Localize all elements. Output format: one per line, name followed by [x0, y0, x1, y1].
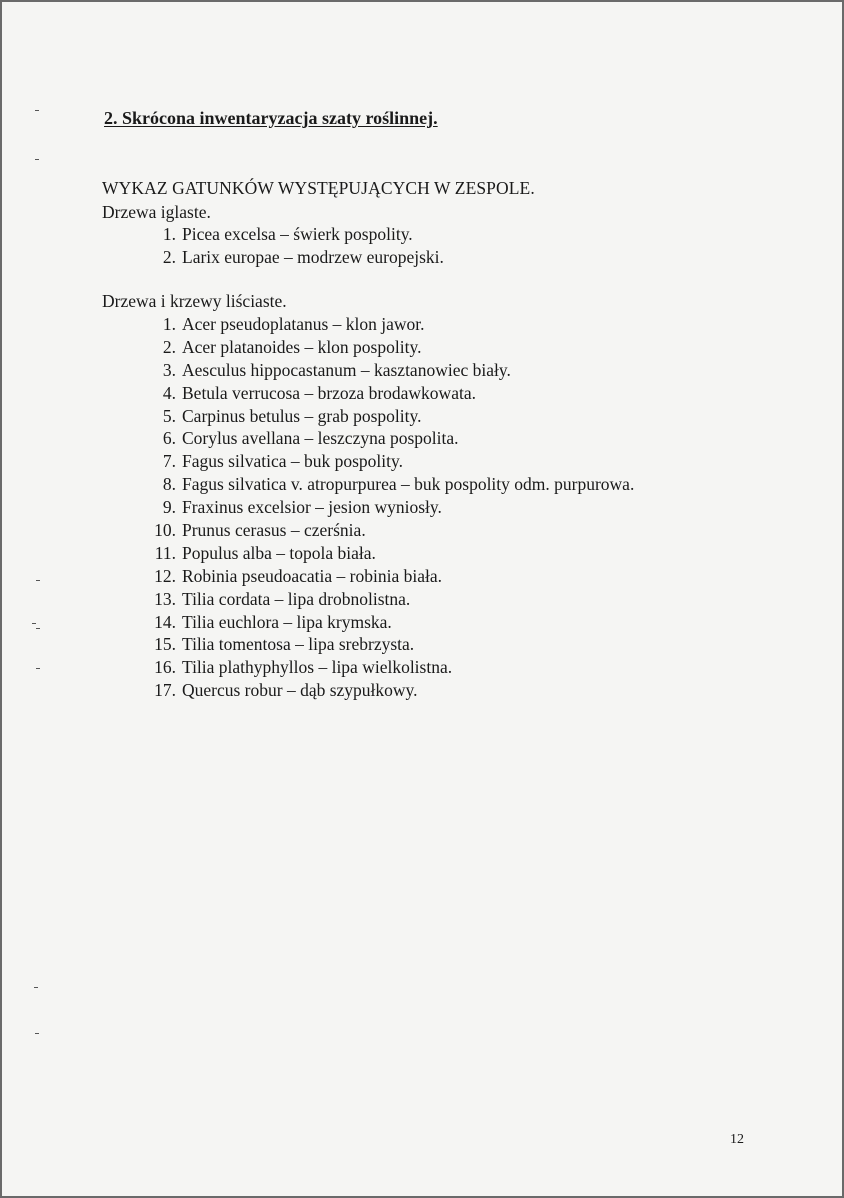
list-item	[132, 336, 634, 359]
list-item-number: 6.	[162, 428, 176, 449]
list-item-number: 15.	[154, 634, 176, 655]
list-item-text: Robinia pseudoacatia – robinia biała.	[182, 565, 442, 586]
page-number: 12	[730, 1132, 744, 1147]
list-item-text: Populus alba – topola biała.	[182, 542, 376, 563]
scan-mark	[35, 159, 39, 160]
list-item-number: 2.	[162, 246, 176, 267]
list-item-number: 13.	[154, 588, 176, 609]
list-item	[132, 519, 634, 542]
list-item	[132, 313, 634, 336]
list-item-number: 7.	[162, 451, 176, 472]
scan-mark	[34, 987, 38, 988]
list-item-number: 2.	[162, 336, 176, 357]
list-item	[132, 679, 634, 702]
list-item	[132, 450, 634, 473]
scan-mark	[32, 623, 36, 624]
list-item-number: 8.	[162, 474, 176, 495]
list-item-number: 5.	[162, 405, 176, 426]
list-item	[132, 473, 634, 496]
list-item-number: 11.	[154, 542, 176, 563]
list-item-text: Tilia cordata – lipa drobnolistna.	[182, 588, 411, 609]
list-item	[132, 565, 634, 588]
list-item-number: 14.	[154, 611, 176, 632]
list-item	[132, 611, 634, 634]
list-item	[132, 496, 634, 519]
list-item-text: Tilia tomentosa – lipa srebrzysta.	[182, 634, 415, 655]
scan-mark	[35, 110, 39, 111]
list-item-text: Acer platanoides – klon pospolity.	[182, 336, 422, 357]
list-item-number: 1.	[162, 314, 176, 334]
deciduous-list	[132, 313, 634, 702]
list-item	[132, 656, 634, 679]
list-item-text: Picea excelsa – świerk pospolity.	[182, 224, 413, 244]
list-item-text: Fagus silvatica – buk pospolity.	[182, 451, 404, 472]
scan-mark	[36, 668, 40, 669]
list-item	[132, 359, 634, 382]
list-item	[132, 427, 634, 450]
list-item-text: Carpinus betulus – grab pospolity.	[182, 405, 422, 426]
list-item-text: Quercus robur – dąb szypułkowy.	[182, 680, 418, 701]
list-item-number: 1.	[162, 224, 176, 244]
list-item-text: Fagus silvatica v. atropurpurea – buk pospolity odm. purpurowa.	[182, 474, 635, 495]
list-item	[132, 542, 634, 565]
list-item	[132, 246, 444, 269]
list-item-text: Betula verrucosa – brzoza brodawkowata.	[182, 382, 476, 403]
scan-mark	[36, 580, 40, 581]
list-item-number: 9.	[162, 497, 176, 518]
deciduous-label: Drzewa i krzewy liściaste.	[102, 291, 287, 311]
list-item	[132, 405, 634, 428]
list-item-text: Acer pseudoplatanus – klon jawor.	[182, 314, 425, 334]
list-item-text: Corylus avellana – leszczyna pospolita.	[182, 428, 459, 449]
list-item-text: Tilia euchlora – lipa krymska.	[182, 611, 392, 632]
species-list-title: WYKAZ GATUNKÓW WYSTĘPUJĄCYCH W ZESPOLE.	[102, 178, 535, 198]
list-item	[132, 633, 634, 656]
list-item-number: 16.	[154, 657, 176, 678]
list-item-number: 3.	[162, 359, 176, 380]
scan-mark	[36, 628, 40, 629]
list-item-number: 10.	[154, 520, 176, 541]
section-heading: 2. Skrócona inwentaryzacja szaty roślinnej.	[104, 108, 438, 128]
list-item	[132, 382, 634, 405]
list-item-number: 4.	[162, 382, 176, 403]
list-item	[132, 588, 634, 611]
list-item-text: Aesculus hippocastanum – kasztanowiec biały.	[182, 359, 511, 380]
scan-mark	[35, 1033, 39, 1034]
list-item-number: 17.	[154, 680, 176, 701]
list-item	[132, 223, 444, 246]
conifers-label: Drzewa iglaste.	[102, 202, 211, 222]
list-item-text: Fraxinus excelsior – jesion wyniosły.	[182, 497, 442, 518]
list-item-number: 12.	[154, 565, 176, 586]
list-item-text: Prunus cerasus – czerśnia.	[182, 520, 366, 541]
conifers-list	[132, 223, 444, 269]
list-item-text: Larix europae – modrzew europejski.	[182, 246, 444, 267]
list-item-text: Tilia plathyphyllos – lipa wielkolistna.	[182, 657, 453, 678]
